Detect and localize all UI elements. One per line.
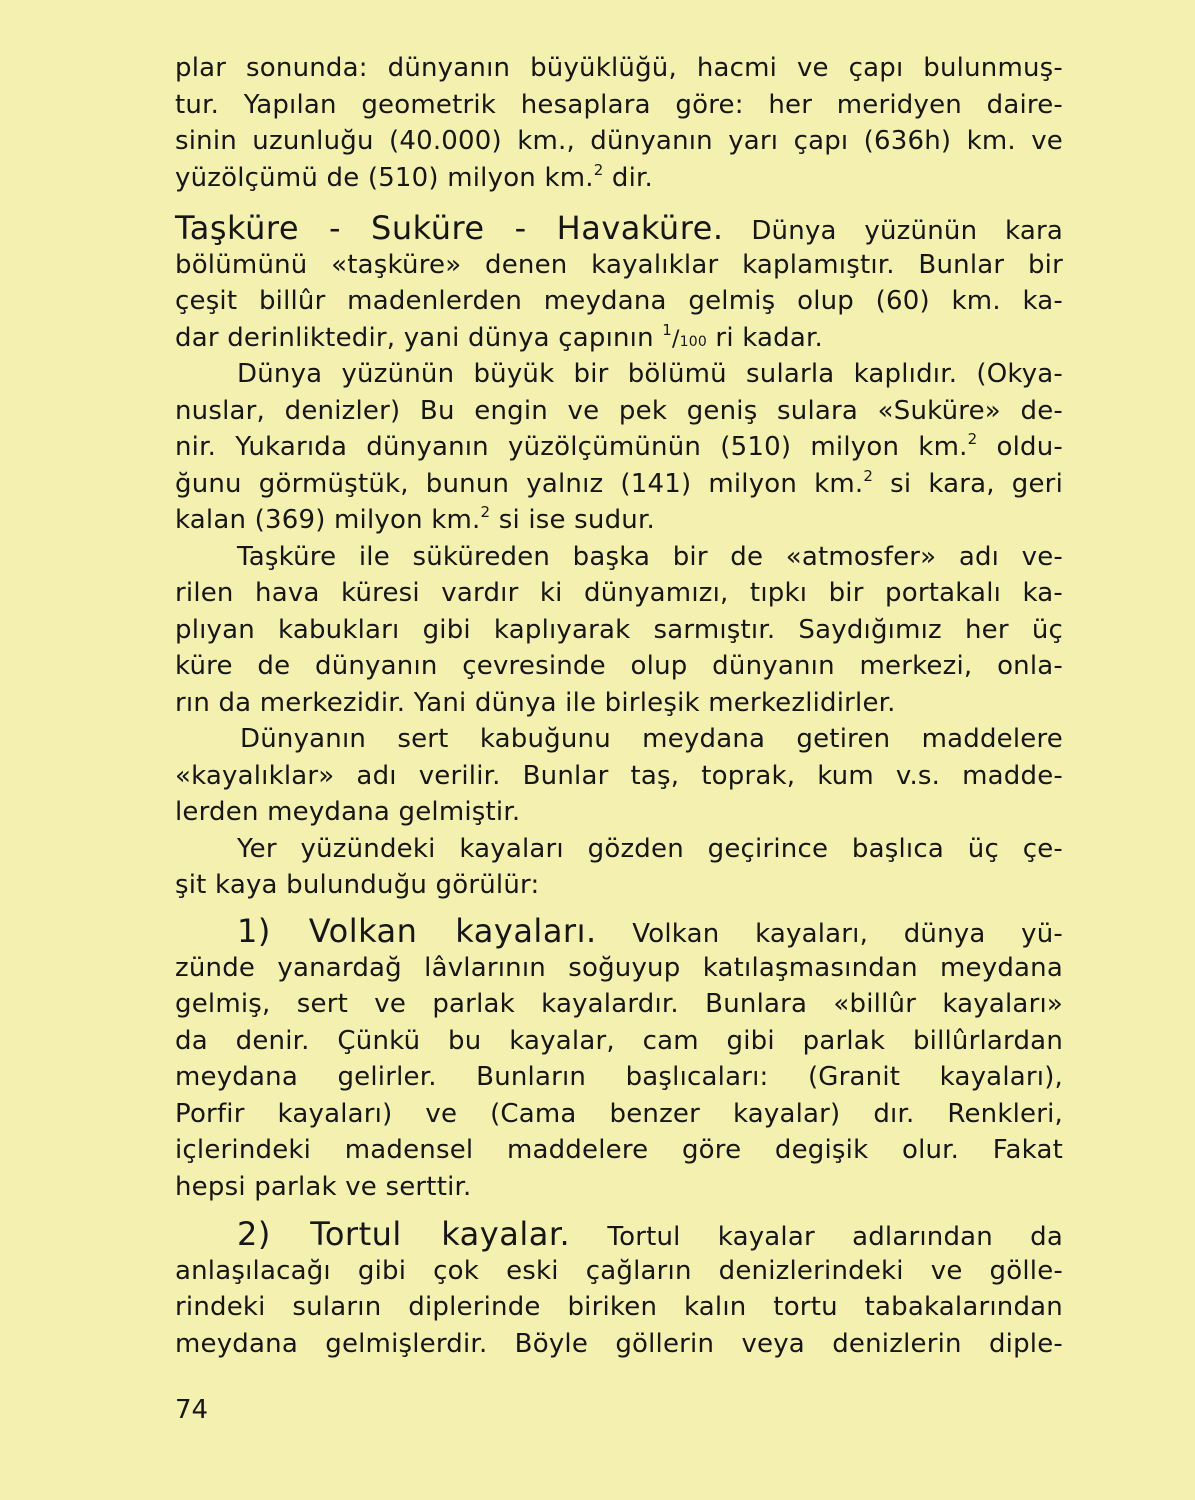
text-line: anlaşılacağı gibi çok eski çağların denizlerindeki ve gölle- <box>175 1255 1063 1286</box>
text-line: da denir. Çünkü bu kayalar, cam gibi parlak billûrlardan <box>175 1025 1063 1056</box>
text-line: lerden meydana gelmiştir. <box>175 797 521 827</box>
text-line: ğunu görmüştük, bunun yalnız (141) milyon km.$^2$ si kara, geri <box>175 466 1063 499</box>
text-line: Yer yüzündeki kayaları gözden geçirince başlıca üç çe- <box>237 833 1063 864</box>
text-line: gelmiş, sert ve parlak kayalardır. Bunlara «billûr kayaları» <box>175 989 1063 1019</box>
superscript: 2 <box>593 160 604 179</box>
text-line: şit kaya bulunduğu görülür: <box>175 870 540 900</box>
text-line: «kayalıklar» adı verilir. Bunlar taş, toprak, kum v.s. madde- <box>175 760 1063 791</box>
text-line: zünde yanardağ lâvlarının soğuyup katılaşmasından meydana <box>175 952 1063 983</box>
text-line: Taşküre - Suküre - Havaküre. Dünya yüzünün kara <box>175 209 1063 247</box>
section-heading: 2) Tortul kayalar. <box>237 1215 571 1253</box>
text-line: Porfir kayaları) ve (Cama benzer kayalar) dır. Renkleri, <box>175 1098 1063 1129</box>
fraction: $^1$/100 <box>662 320 707 352</box>
text-line: rilen hava küresi vardır ki dünyamızı, tıpkı bir portakalı ka- <box>175 578 1063 608</box>
text-line: Dünyanın sert kabuğunu meydana getiren maddelere <box>240 724 1063 754</box>
text-line: 2) Tortul kayalar. Tortul kayalar adlarından da <box>237 1215 1063 1253</box>
text-line: içlerindeki madensel maddelere göre degişik olur. Fakat <box>175 1135 1063 1165</box>
text-line: kalan (369) milyon km.$^2$ si ise sudur. <box>175 503 655 535</box>
text-line: küre de dünyanın çevresinde olup dünyanın merkezi, onla- <box>175 651 1063 681</box>
text-line: tur. Yapılan geometrik hesaplara göre: her meridyen daire- <box>175 89 1063 120</box>
text-line: plıyan kabukları gibi kaplıyarak sarmıştır. Saydığımız her üç <box>175 614 1063 645</box>
intro-paragraph <box>175 50 1063 196</box>
text-line: sinin uzunluğu (40.000) km., dünyanın yarı çapı (636h) km. ve <box>175 126 1063 156</box>
section-volkan <box>175 913 1063 1205</box>
text-line: bölümünü «taşküre» denen kayalıklar kaplamıştır. Bunlar bir <box>175 249 1063 280</box>
text-line: nir. Yukarıda dünyanın yüzölçümünün (510) milyon km.$^2$ oldu- <box>175 430 1063 462</box>
text-line: plar sonunda: dünyanın büyüklüğü, hacmi ve çapı bulunmuş- <box>175 53 1063 83</box>
page-number: 74 <box>175 1395 209 1425</box>
text-line: rın da merkezidir. Yani dünya ile birleşik merkezlidirler. <box>175 687 896 718</box>
text-line: çeşit billûr madenlerden meydana gelmiş olup (60) km. ka- <box>175 286 1063 316</box>
text-line: dar derinliktedir, yani dünya çapının $^1$/100 ri kadar. <box>175 320 823 353</box>
section-taskure <box>175 210 1063 904</box>
text-line: yüzölçümü de (510) milyon km.$^2$ dir. <box>175 160 654 193</box>
section-tortul <box>175 1216 1063 1362</box>
text-line: nuslar, denizler) Bu engin ve pek geniş sulara «Suküre» de- <box>175 395 1063 426</box>
text-line: hepsi parlak ve serttir. <box>175 1171 472 1202</box>
section-heading: Taşküre - Suküre - Havaküre. <box>175 209 724 247</box>
text-line: meydana gelmişlerdir. Böyle göllerin veya denizlerin diple- <box>175 1328 1063 1359</box>
text-line: meydana gelirler. Bunların başlıcaları: (Granit kayaları), <box>175 1062 1063 1092</box>
text-line: 1) Volkan kayaları. Volkan kayaları, dünya yü- <box>237 912 1063 950</box>
text-line: Taşküre ile süküreden başka bir de «atmosfer» adı ve- <box>237 541 1063 572</box>
text-line: rindeki suların diplerinde biriken kalın tortu tabakalarından <box>175 1292 1063 1322</box>
text-line: Dünya yüzünün büyük bir bölümü sularla kaplıdır. (Okya- <box>237 359 1063 389</box>
section-heading: 1) Volkan kayaları. <box>237 912 597 950</box>
